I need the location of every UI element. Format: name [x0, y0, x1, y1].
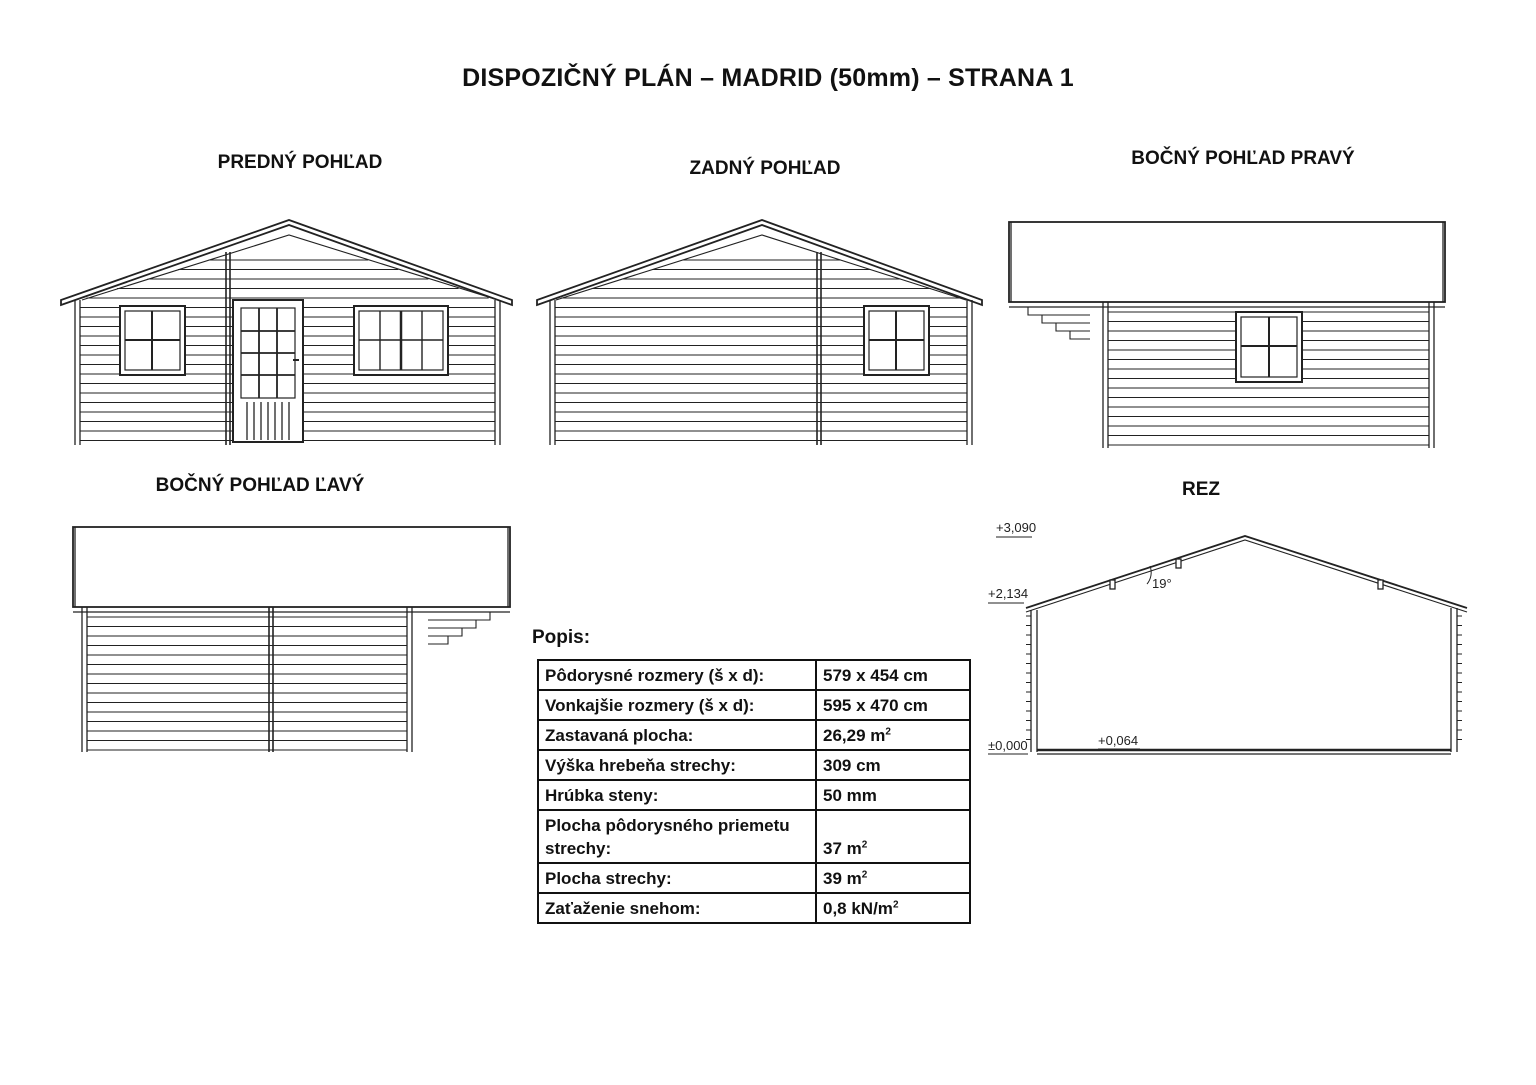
right-side-elevation [1009, 222, 1445, 448]
spec-row [538, 720, 970, 750]
floor-level-label: +0,064 [1098, 733, 1139, 748]
spec-value [816, 780, 970, 810]
spec-value-text: 309 cm [823, 756, 881, 775]
spec-value-text: 39 m [823, 869, 862, 888]
section-view-label: REZ [1182, 479, 1220, 500]
ground-level-label: ±0,000 [988, 738, 1028, 753]
spec-value-exponent: 2 [861, 869, 868, 881]
spec-value [816, 893, 970, 923]
front-view-label: PREDNÝ POHĽAD [217, 152, 383, 173]
spec-label: Hrúbka steny: [538, 780, 816, 810]
spec-value-text: 26,29 m [823, 726, 886, 745]
spec-value [816, 863, 970, 893]
section-wall-courses [1026, 616, 1462, 740]
right-view-label: BOČNÝ POHĽAD PRAVÝ [1131, 148, 1355, 169]
spec-label: Plocha strechy: [538, 863, 816, 893]
front-elevation [61, 220, 512, 445]
spec-row [538, 810, 970, 863]
spec-value-exponent: 2 [861, 839, 868, 851]
back-view-label: ZADNÝ POHĽAD [689, 158, 841, 179]
left-log-courses [87, 617, 407, 750]
spec-value-text: 595 x 470 cm [823, 696, 928, 715]
eave-level-label: +2,134 [988, 586, 1029, 601]
spec-row [538, 863, 970, 893]
left-view-label: BOČNÝ POHĽAD ĽAVÝ [155, 475, 365, 496]
spec-value-exponent: 2 [885, 726, 891, 738]
spec-label: Zastavaná plocha: [538, 720, 816, 750]
back-elevation [537, 220, 982, 445]
spec-value [816, 690, 970, 720]
spec-table [537, 659, 971, 924]
spec-row [538, 750, 970, 780]
spec-value [816, 750, 970, 780]
spec-value-exponent: 2 [892, 899, 899, 911]
spec-row [538, 893, 970, 923]
spec-value-text: 50 mm [823, 786, 877, 805]
roof-angle-label: 19° [1152, 576, 1172, 591]
spec-label: Pôdorysné rozmery (š x d): [538, 660, 816, 690]
spec-label: Zaťaženie snehom: [538, 893, 816, 923]
spec-value-text: 37 m [823, 839, 862, 858]
spec-label: Výška hrebeňa strechy: [538, 750, 816, 780]
page-title: DISPOZIČNÝ PLÁN – MADRID (50mm) – STRANA 1 [462, 64, 1074, 92]
left-side-elevation [73, 527, 510, 752]
cross-section [988, 536, 1467, 754]
spec-value [816, 660, 970, 690]
description-heading: Popis: [532, 627, 591, 648]
spec-value-text: 579 x 454 cm [823, 666, 928, 685]
spec-value-text: 0,8 kN/m [823, 899, 893, 918]
spec-row [538, 660, 970, 690]
spec-label: Vonkajšie rozmery (š x d): [538, 690, 816, 720]
ridge-level-label: +3,090 [996, 520, 1037, 535]
spec-row [538, 690, 970, 720]
spec-row [538, 780, 970, 810]
spec-label: Plocha pôdorysného priemetu strechy: [538, 810, 816, 863]
spec-value [816, 720, 970, 750]
spec-value [816, 810, 970, 863]
